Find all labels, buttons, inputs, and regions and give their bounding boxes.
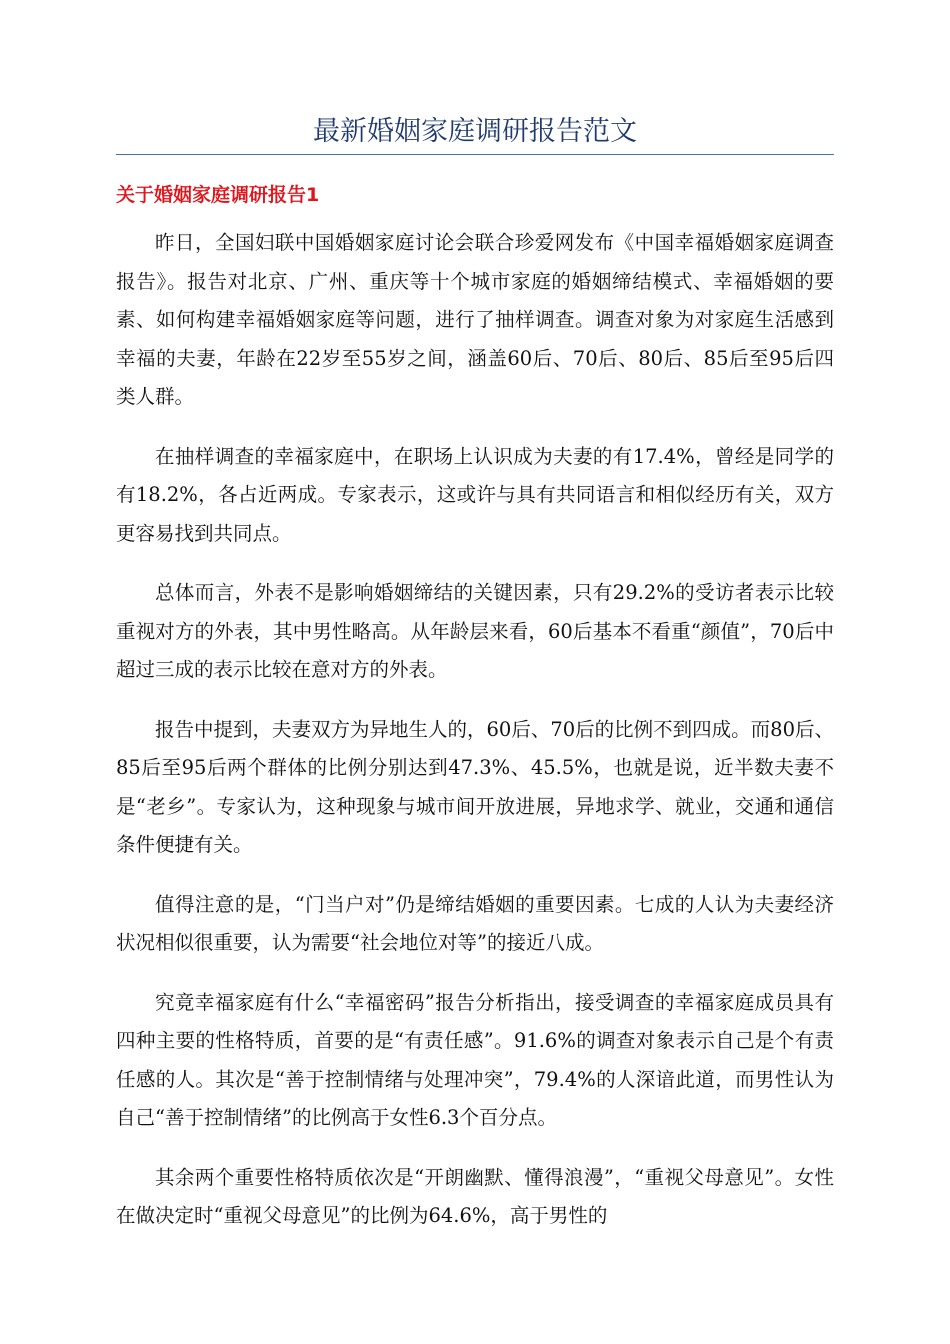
title-underline	[116, 154, 834, 155]
paragraph-5: 值得注意的是，“门当户对”仍是缔结婚姻的重要因素。七成的人认为夫妻经济状况相似很重要，认为需要“社会地位对等”的接近八成。	[116, 892, 834, 954]
paragraph-2: 在抽样调查的幸福家庭中，在职场上认识成为夫妻的有17.4%，曾经是同学的有18.2%，各占近两成。专家表示，这或许与具有共同语言和相似经历有关，双方更容易找到共同点。	[116, 444, 834, 545]
paragraph-7: 其余两个重要性格特质依次是“开朗幽默、懂得浪漫”，“重视父母意见”。女性在做决定时“重视父母意见”的比例为64.6%，高于男性的	[116, 1165, 834, 1227]
paragraph-6: 究竟幸福家庭有什么“幸福密码”报告分析指出，接受调查的幸福家庭成员具有四种主要的性格特质，首要的是“有责任感”。91.6%的调查对象表示自己是个有责任感的人。其次是“善于控制情绪与处理冲突”，79.4%的人深谙此道，而男性认为自己“善于控制情绪”的比例高于女性6.3个百分点。	[116, 990, 834, 1129]
paragraph-3: 总体而言，外表不是影响婚姻缔结的关键因素，只有29.2%的受访者表示比较重视对方的外表，其中男性略高。从年龄层来看，60后基本不看重“颜值”，70后中超过三成的表示比较在意对方的外表。	[116, 581, 834, 681]
paragraph-1: 昨日，全国妇联中国婚姻家庭讨论会联合珍爱网发布《中国幸福婚姻家庭调查报告》。报告对北京、广州、重庆等十个城市家庭的婚姻缔结模式、幸福婚姻的要素、如何构建幸福婚姻家庭等问题，进行了抽样调查。调查对象为对家庭生活感到幸福的夫妻，年龄在22岁至55岁之间，涵盖60后、70后、80后、85后至95后四类人群。	[116, 231, 834, 408]
section-heading: 关于婚姻家庭调研报告1	[116, 184, 320, 206]
document-body	[116, 224, 834, 1257]
paragraph-4: 报告中提到，夫妻双方为异地生人的，60后、70后的比例不到四成。而80后、85后至95后两个群体的比例分别达到47.3%、45.5%，也就是说，近半数夫妻不是“老乡”。专家认为，这种现象与城市间开放进展，异地求学、就业，交通和通信条件便捷有关。	[116, 717, 834, 856]
document-title: 最新婚姻家庭调研报告范文	[313, 116, 637, 147]
